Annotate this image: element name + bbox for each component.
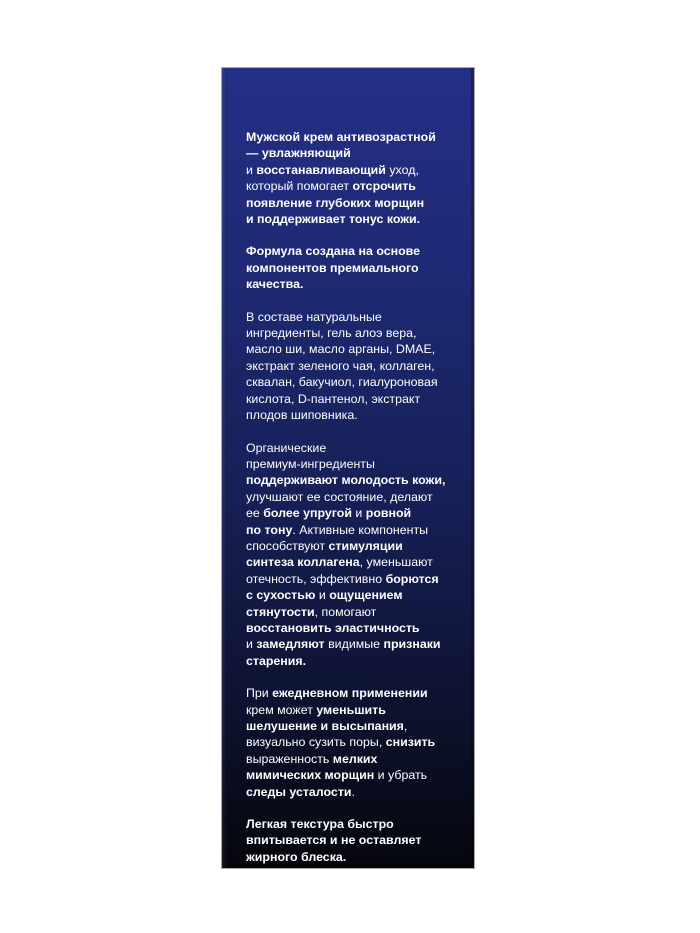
- text-segment: При: [246, 686, 273, 701]
- text-segment: способствуют: [246, 538, 329, 553]
- text-segment: кислота, D-пантенол, экстракт: [246, 391, 421, 406]
- bold-text-segment: — увлажняющий: [246, 146, 351, 161]
- description-line: [246, 472, 461, 488]
- description-line: [246, 358, 461, 374]
- description-line: [246, 260, 461, 276]
- description-line: [246, 832, 461, 848]
- bold-text-segment: восстанавливающий: [256, 162, 386, 177]
- description-line: [246, 554, 461, 570]
- bold-text-segment: более упругой: [263, 506, 352, 521]
- bold-text-segment: качества.: [246, 277, 304, 292]
- bold-text-segment: синтеза коллагена: [246, 555, 360, 570]
- bold-text-segment: и поддерживает тонус кожи.: [246, 212, 421, 227]
- text-segment: уход,: [385, 162, 419, 177]
- description-line: [246, 505, 461, 521]
- bold-text-segment: борются: [385, 571, 439, 586]
- bold-text-segment: ежедневном применении: [272, 686, 428, 701]
- description-paragraph: [246, 309, 461, 424]
- bold-text-segment: впитывается и не оставляет: [246, 833, 422, 848]
- description-line: [246, 702, 461, 718]
- description-line: [246, 195, 461, 211]
- text-segment: , помогают: [314, 604, 377, 619]
- text-segment: и: [246, 637, 257, 652]
- bold-text-segment: шелушение и высыпания: [246, 719, 404, 733]
- bold-text-segment: уменьшить: [316, 702, 386, 717]
- bold-text-segment: старения.: [246, 653, 307, 668]
- text-segment: . Активные компоненты: [292, 522, 429, 537]
- description-line: [246, 145, 461, 161]
- text-segment: ,: [403, 719, 408, 733]
- bold-text-segment: стянутости: [246, 604, 315, 619]
- text-segment: и: [351, 506, 366, 521]
- bold-text-segment: Мужской крем антивозрастной: [246, 130, 436, 144]
- description-line: [246, 784, 461, 800]
- text-segment: масло ши, масло арганы, DMAE,: [246, 342, 436, 357]
- text-segment: В составе натуральные: [246, 309, 382, 324]
- bold-text-segment: жирного блеска.: [246, 849, 347, 864]
- description-line: [246, 440, 461, 456]
- description-line: [246, 522, 461, 538]
- bold-text-segment: мелких: [332, 751, 378, 766]
- description-line: [246, 325, 461, 341]
- text-segment: улучшают ее состояние, делают: [246, 489, 433, 504]
- description-line: [246, 407, 461, 423]
- description-paragraph: [246, 816, 461, 865]
- text-segment: .: [351, 784, 355, 799]
- description-line: [246, 129, 461, 145]
- text-segment: видимые: [324, 637, 384, 652]
- description-paragraph: [246, 129, 461, 227]
- text-segment: , уменьшают: [359, 555, 433, 570]
- text-segment: ее: [246, 506, 264, 521]
- text-segment: и: [315, 588, 330, 603]
- bold-text-segment: компонентов премиального: [246, 260, 419, 275]
- description-line: [246, 653, 461, 669]
- text-segment: Органические: [246, 440, 327, 455]
- description-line: [246, 391, 461, 407]
- text-segment: экстракт зеленого чая, коллаген,: [246, 358, 435, 373]
- description-paragraph: [246, 685, 461, 800]
- text-segment: сквалан, бакучиол, гиалуроновая: [246, 375, 438, 390]
- bold-text-segment: мимических морщин: [246, 768, 375, 783]
- description-paragraph: [246, 243, 461, 292]
- text-segment: и: [246, 162, 257, 177]
- description-line: [246, 816, 461, 832]
- description-line: [246, 341, 461, 357]
- text-segment: крем может: [246, 702, 317, 717]
- description-line: [246, 718, 461, 734]
- description-line: [246, 276, 461, 292]
- description-line: [246, 211, 461, 227]
- description-line: [246, 685, 461, 701]
- description-line: [246, 636, 461, 652]
- description-line: [246, 538, 461, 554]
- text-segment: визуально сузить поры,: [246, 735, 386, 750]
- bold-text-segment: по тону: [246, 522, 293, 537]
- bold-text-segment: Формула создана на основе: [246, 244, 421, 259]
- bold-text-segment: замедляют: [256, 637, 325, 652]
- text-segment: отечность, эффективно: [246, 571, 386, 586]
- description-line: [246, 178, 461, 194]
- bold-text-segment: поддерживают молодость кожи,: [246, 473, 446, 488]
- text-segment: и убрать: [374, 768, 428, 783]
- bold-text-segment: отсрочить: [352, 179, 416, 194]
- bold-text-segment: признаки: [383, 637, 441, 652]
- bold-text-segment: восстановить эластичность: [246, 620, 420, 635]
- description-line: [246, 456, 461, 472]
- description-line: [246, 374, 461, 390]
- description-line: [246, 604, 461, 620]
- bold-text-segment: следы усталости: [246, 784, 352, 799]
- bold-text-segment: ровной: [365, 506, 412, 521]
- text-segment: который помогает: [246, 179, 353, 194]
- bold-text-segment: снизить: [385, 735, 436, 750]
- description-line: [246, 162, 461, 178]
- description-paragraph: [246, 440, 461, 670]
- text-segment: ингредиенты, гель алоэ вера,: [246, 326, 417, 341]
- text-segment: выраженность: [246, 751, 333, 766]
- description-line: [246, 767, 461, 783]
- description-line: [246, 751, 461, 767]
- description-line: [246, 620, 461, 636]
- product-description: [246, 129, 461, 865]
- text-segment: премиум-ингредиенты: [246, 456, 375, 471]
- description-line: [246, 587, 461, 603]
- description-line: [246, 309, 461, 325]
- bold-text-segment: стимуляции: [328, 538, 403, 553]
- bold-text-segment: с сухостью: [246, 588, 316, 603]
- text-segment: плодов шиповника.: [246, 408, 358, 423]
- bold-text-segment: появление глубоких морщин: [246, 195, 425, 210]
- bold-text-segment: ощущением: [329, 588, 403, 603]
- description-line: [246, 849, 461, 865]
- description-line: [246, 489, 461, 505]
- bold-text-segment: Легкая текстура быстро: [246, 817, 394, 832]
- description-line: [246, 734, 461, 750]
- description-line: [246, 571, 461, 587]
- description-line: [246, 243, 461, 259]
